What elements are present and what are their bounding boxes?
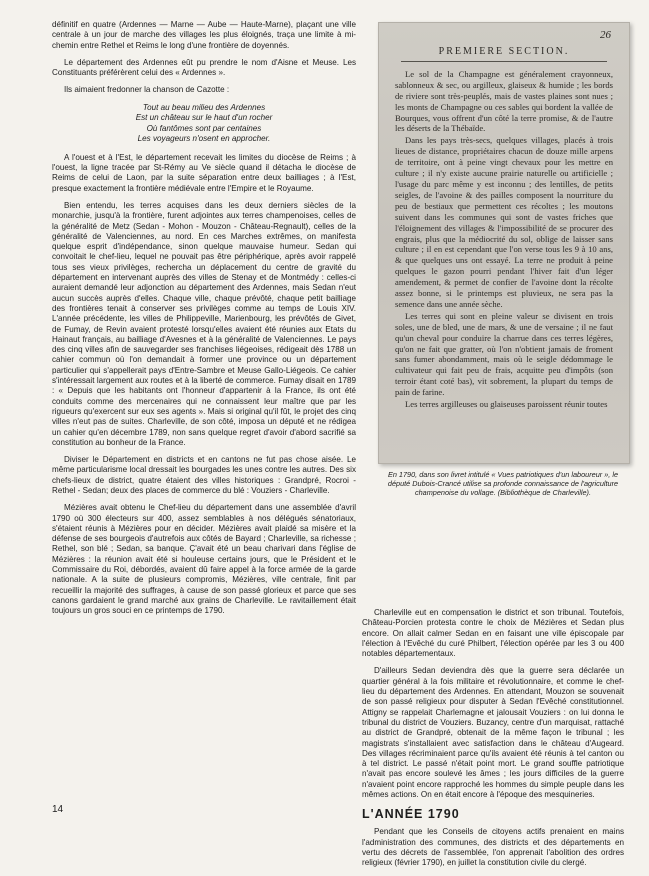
paragraph: Ils aimaient fredonner la chanson de Cazotte :	[64, 85, 230, 95]
facsimile-section-title: PREMIERE SECTION.	[401, 47, 607, 62]
song-verse	[52, 103, 356, 145]
facsimile-paragraph: Dans les pays très-secs, quelques villages, placés à trois lieues de distance, propriétaires chacun de douze mille arpens de territoire, ont à peine vingt chevaux pour les mettre en culture ; il n'y existe aucune prairie naturelle ou artificielle ; l'usage du parc même y est inconnu ; des lentilles, de petits seigles, de l'avoine & des pailles composent la nourriture du peu de bestiaux que permettent ces récoltes ; les moutons suivent dans les communes qui sont de vastes friches que l'éloignement des villages & l'impossibilité de se procurer des engrais, plus que la médiocrité du sol, oblige de laisser sans culture ; il en est cependant que l'on verse tous les 9 à 10 ans, & que quelques uns ont essayé. La terre ne produit à peine quelques le gazon pourri pendant l'hiver fait d'un léger amendement, & permet de confier de l'avoine dont la récolte assez bonne, si le printemps est pluvieux, ne sera pas la semence dans une année sèche.	[395, 135, 613, 309]
paragraph: définitif en quatre (Ardennes — Marne — Aube — Haute-Marne), plaçant une ville centrale à un jour de marche des villages les plus éloignés, traça une limite à mi-chemin entre Rethel et Reims le long d'une frontière de doyennés.	[52, 20, 356, 50]
section-heading: L'ANNÉE 1790	[362, 807, 460, 822]
left-column	[52, 20, 356, 624]
song-line: Où fantômes sont par centaines	[146, 123, 262, 133]
song-line: Est un château sur le haut d'un rocher	[135, 113, 273, 123]
paragraph: A l'ouest et à l'Est, le département recevait les limites du diocèse de Reims ; à l'ouest, la ligne tracée par St-Rémy au Ve siècle quand il détacha le diocèse de Reims de celui de Laon, par la suite séparation entre deux bailliages ; à l'Est, presque exactement la frontière médiévale entre l'Empire et le Royaume.	[52, 152, 356, 193]
facsimile-paragraph: Les terres argilleuses ou glaiseuses paroissent réunir toutes	[405, 399, 608, 410]
facsimile-paragraph: Le sol de la Champagne est généralement crayonneux, sablonneux & sec, ou argilleux, glaiseux & humide ; les bords de riviere sont très-peuplés, mais de vastes plaines sont nues ; les monts de Champagne ou ces sables qui bordent la vallée de Bourques, vous offrent d'un côté la terre promise, & de l'autre les déserts de la Thébaïde.	[395, 68, 613, 134]
song-line: Les voyageurs n'osent en approcher.	[137, 134, 271, 144]
paragraph: Mézières avait obtenu le Chef-lieu du département dans une assemblée d'avril 1790 où 300 électeurs sur 400, assez semblables à nos délégués sénatoriaux, s'étaient réunis à Mézières pour en décider. Mézières avait plaidé sa misère et la défense de ses bourgeois d'autrefois aux côtés de Bayard ; Charleville, sa richesse ; Rethel, son blé ; Sedan, sa banque. Ç'avait été un beau charivari dans l'église de Mézières : la réunion avait été si houleuse certains jours, que le Président et le Commissaire du Roi, débordés, avaient dû faire appel à la force armée de la garde nationale. A la suite de plusieurs compromis, Mézières, ville centrale, finit par recueillir la majorité des suffrages, à cause de son passé glorieux et parce que ses canons gardaient le grand marché aux grains de Charleville. Le ravitaillement était toujours un gros souci en ce printemps de 1790.	[52, 503, 356, 616]
page-number: 14	[52, 804, 64, 815]
paragraph: Pendant que les Conseils de citoyens actifs prenaient en mains l'administration des communes, des districts et des départements en vertu des décrets de l'assemblée, l'on apprenait l'abolition des ordres religieux (février 1790), en juillet la constitution civile du clergé.	[362, 827, 624, 868]
facsimile-page-number: 26	[600, 29, 611, 41]
paragraph: D'ailleurs Sedan deviendra dès que la guerre sera déclarée un quartier général à la fois militaire et révolutionnaire, et comme le chef-lieu du département des Ardennes. En attendant, Mouzon se souvenait de son passé religieux pour disputer à Sedan l'Evêché constitutionnel. Attigny se rappelait Charlemagne et jalousait Vouziers : on lui donna le tribunal du district de Vouziers. Buzancy, centre d'un marquisat, rattaché au district de Grandpré, obtenait de la même façon le tribunal ; les magistrats s'installaient avec satisfaction dans le château d'Augeard. Des villages récriminaient parce qu'ils avaient été réunis à tel canton ou à tel district. Le passé n'était point mort. Le grand souffle patriotique n'avait pas encore soulevé les âmes ; les jours difficiles de la guerre n'avaient point encore rapproché les hommes du simple peuple dans les mêmes actions. On en était encore à l'époque des mesquineries.	[362, 666, 624, 800]
book-page-photo	[378, 22, 630, 464]
song-line: Tout au beau milieu des Ardennes	[142, 102, 266, 112]
facsimile-paragraph: Les terres qui sont en pleine valeur se divisent en trois soles, une de bled, une de mars, & une de versaine ; il ne faut qu'un cheval pour conduire la charrue dans ces terres légères, qu'on ne fait que gratter, où l'on n'obtient jamais de froment sans fumer abondamment, mais où le seigle dédommage le cultivateur qui fait peu de frais, acquitte peu d'impôts (son terroir étant coté bas), vit sobrement, la plupart du temps de pain de farine.	[395, 310, 613, 398]
paragraph: Charleville eut en compensation le district et son tribunal. Toutefois, Château-Porcien protesta contre le choix de Mézières et Sedan plus encore. On allait calmer Sedan en en faisant une ville épiscopale par l'élection à l'Evêché du curé Philbert, l'élection opérée par les 3 ou 400 notables départementaux.	[362, 608, 624, 659]
right-column	[362, 608, 624, 876]
paragraph: Le département des Ardennes eût pu prendre le nom d'Aisne et Meuse. Les Constituants préférèrent celui des « Ardennes ».	[52, 57, 356, 78]
figure-caption: En 1790, dans son livret intitulé « Vues patriotiques d'un laboureur », le député Dubois-Crancé utilise sa profonde connaissance de l'agriculture champenoise du vollage. (Bibliothèque de Charleville).	[387, 470, 619, 497]
paragraph: Diviser le Département en districts et en cantons ne fut pas chose aisée. Le même particularisme local dressait les bourgades les unes contre les autres. Des six chefs-lieux de district, quatre étaient des villes historiques : Grandpré, Rocroi - Rethel - Sedan; deux des places de commerce du blé : Vouziers - Charleville.	[52, 455, 356, 495]
paragraph: Bien entendu, les terres acquises dans les deux derniers siècles de la monarchie, jusqu'à la frontière, furent adjointes aux terres champenoises, celles de la généralité de Metz (Sedan - Mohon - Mouzon - Château-Regnault), celles de la généralité de Valenciennes, au nord. En ces Marches extrêmes, on manifesta quelque esprit d'indépendance, sinon quelque mauvaise humeur. Sedan qui convoitait le chef-lieu, lequel ne pouvait pas être périphérique, après avoir rappelé tous ses vieux privilèges, rechercha un déplacement du centre de gravité du département en intervenant auprès des villes de Stenay et de Montmédy : celles-ci auraient demandé leur adjonction au département des Ardennes, mais Sedan n'eut aucun succès auprès d'elles. Chaque ville, chaque prévôté, chaque petit bailliage des frontières tenait à conserver ses privilèges comme au temps de Louis XIV. L'année précédente, les villes de Philippeville, Marienbourg, les prévôtés de Givet, de Fumay, de Revin avaient protesté lorsqu'elles avaient été réunies aux Etats du Hainaut français, au bailliage d'Avesnes et à la généralité de Valenciennes. Le pays des cinq villes afin de sauvegarder ses franchises liégeoises, rédigeait dès 1788 un cahier commun où l'on demandait à former une province ou un département particulier qui s'appellerait pays d'Entre-Sambre et Meuse Gallo-Liégeois. Ce cahier s'intéressait largement aux routes et à la liberté de commerce. Fumay disait en 1789 : « Depuis que les habitants ont l'honneur d'appartenir à la France, ils ont été conduits comme des mercenaires qui ne connaissent leur maître que par les rigueurs qu'exercent sur eux ses agents ». Mais si original qu'il fût, le projet des cinq villes n'eut pas de suites. Charleville, de son côté, imposa un député et ne rédigea un cahier qu'en décembre 1789, non sans quelque regret d'avoir d'abord sacrifié sa constitution au bonheur de la France.	[52, 200, 356, 447]
